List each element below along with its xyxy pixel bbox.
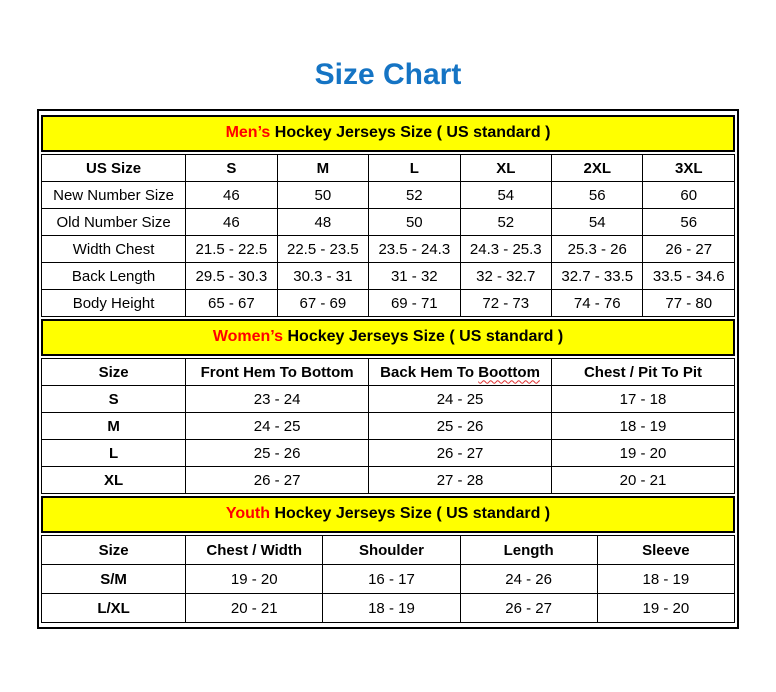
womens-col-front-hem: Front Hem To Bottom — [186, 359, 369, 386]
value-cell: 54 — [460, 182, 551, 209]
value-cell: 24 - 26 — [460, 565, 597, 594]
youth-col-sleeve: Sleeve — [597, 536, 734, 565]
value-cell: 19 - 20 — [597, 594, 734, 623]
table-row — [42, 236, 735, 263]
value-cell: 48 — [277, 209, 368, 236]
value-cell: 24 - 25 — [186, 413, 369, 440]
mens-caption-text: Hockey Jerseys Size ( US standard ) — [270, 124, 551, 141]
table-row — [42, 209, 735, 236]
mens-col-us-size: US Size — [42, 155, 186, 182]
youth-caption-text: Hockey Jerseys Size ( US standard ) — [270, 505, 551, 522]
womens-caption-text: Hockey Jerseys Size ( US standard ) — [283, 328, 564, 345]
value-cell: 16 - 17 — [323, 565, 460, 594]
value-cell: 69 - 71 — [369, 290, 460, 317]
row-label: Body Height — [42, 290, 186, 317]
value-cell: 60 — [643, 182, 735, 209]
mens-col-s: S — [186, 155, 277, 182]
value-cell: 20 - 21 — [186, 594, 323, 623]
value-cell: 26 - 27 — [186, 467, 369, 494]
value-cell: 18 - 19 — [552, 413, 735, 440]
youth-section-caption — [41, 496, 735, 533]
value-cell: 19 - 20 — [552, 440, 735, 467]
womens-header-row — [42, 359, 735, 386]
row-label: XL — [42, 467, 186, 494]
row-label: S — [42, 386, 186, 413]
table-row — [42, 594, 735, 623]
mens-col-l: L — [369, 155, 460, 182]
value-cell: 30.3 - 31 — [277, 263, 368, 290]
youth-col-chest-width: Chest / Width — [186, 536, 323, 565]
youth-col-size: Size — [42, 536, 186, 565]
value-cell: 18 - 19 — [597, 565, 734, 594]
value-cell: 29.5 - 30.3 — [186, 263, 277, 290]
value-cell: 32.7 - 33.5 — [552, 263, 643, 290]
youth-header-row — [42, 536, 735, 565]
value-cell: 52 — [460, 209, 551, 236]
size-chart — [37, 109, 739, 629]
value-cell: 74 - 76 — [552, 290, 643, 317]
value-cell: 32 - 32.7 — [460, 263, 551, 290]
value-cell: 17 - 18 — [552, 386, 735, 413]
mens-col-m: M — [277, 155, 368, 182]
value-cell: 27 - 28 — [369, 467, 552, 494]
womens-col-back-hem-prefix: Back Hem To — [380, 363, 475, 381]
womens-col-back-hem — [369, 359, 552, 386]
value-cell: 25.3 - 26 — [552, 236, 643, 263]
value-cell: 25 - 26 — [186, 440, 369, 467]
value-cell: 65 - 67 — [186, 290, 277, 317]
value-cell: 23 - 24 — [186, 386, 369, 413]
value-cell: 56 — [552, 182, 643, 209]
row-label: M — [42, 413, 186, 440]
youth-col-shoulder: Shoulder — [323, 536, 460, 565]
value-cell: 52 — [369, 182, 460, 209]
table-row — [42, 440, 735, 467]
value-cell: 67 - 69 — [277, 290, 368, 317]
value-cell: 77 - 80 — [643, 290, 735, 317]
womens-col-back-hem-misspelled-word: Boottom — [478, 363, 540, 381]
table-row — [42, 413, 735, 440]
womens-caption-highlight: Women’s — [212, 328, 284, 345]
value-cell: 54 — [552, 209, 643, 236]
value-cell: 19 - 20 — [186, 565, 323, 594]
row-label: Width Chest — [42, 236, 186, 263]
womens-col-chest: Chest / Pit To Pit — [552, 359, 735, 386]
womens-size-table — [41, 358, 735, 494]
value-cell: 25 - 26 — [369, 413, 552, 440]
value-cell: 26 - 27 — [460, 594, 597, 623]
row-label: Back Length — [42, 263, 186, 290]
value-cell: 20 - 21 — [552, 467, 735, 494]
value-cell: 50 — [277, 182, 368, 209]
row-label: New Number Size — [42, 182, 186, 209]
value-cell: 31 - 32 — [369, 263, 460, 290]
table-row — [42, 263, 735, 290]
value-cell: 24 - 25 — [369, 386, 552, 413]
mens-size-table — [41, 154, 735, 317]
value-cell: 46 — [186, 182, 277, 209]
mens-col-xl: XL — [460, 155, 551, 182]
value-cell: 21.5 - 22.5 — [186, 236, 277, 263]
mens-col-2xl: 2XL — [552, 155, 643, 182]
womens-section-caption — [41, 319, 735, 356]
value-cell: 26 - 27 — [369, 440, 552, 467]
mens-section-caption — [41, 115, 735, 152]
row-label: S/M — [42, 565, 186, 594]
value-cell: 46 — [186, 209, 277, 236]
value-cell: 50 — [369, 209, 460, 236]
table-row — [42, 290, 735, 317]
page-title: Size Chart — [314, 58, 462, 91]
womens-col-size: Size — [42, 359, 186, 386]
table-row — [42, 386, 735, 413]
value-cell: 18 - 19 — [323, 594, 460, 623]
value-cell: 24.3 - 25.3 — [460, 236, 551, 263]
value-cell: 33.5 - 34.6 — [643, 263, 735, 290]
table-row — [42, 565, 735, 594]
mens-header-row — [42, 155, 735, 182]
value-cell: 72 - 73 — [460, 290, 551, 317]
youth-col-length: Length — [460, 536, 597, 565]
table-row — [42, 467, 735, 494]
mens-caption-highlight: Men’s — [225, 124, 271, 141]
value-cell: 23.5 - 24.3 — [369, 236, 460, 263]
mens-col-3xl: 3XL — [643, 155, 735, 182]
table-row — [42, 182, 735, 209]
row-label: L/XL — [42, 594, 186, 623]
youth-caption-highlight: Youth — [225, 505, 270, 522]
row-label: Old Number Size — [42, 209, 186, 236]
youth-size-table — [41, 535, 735, 623]
row-label: L — [42, 440, 186, 467]
value-cell: 26 - 27 — [643, 236, 735, 263]
value-cell: 22.5 - 23.5 — [277, 236, 368, 263]
value-cell: 56 — [643, 209, 735, 236]
